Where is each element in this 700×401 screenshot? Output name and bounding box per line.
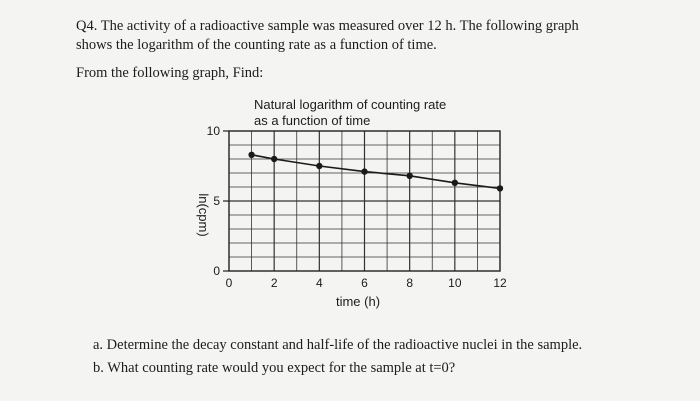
data-point xyxy=(497,185,503,191)
data-point xyxy=(452,180,458,186)
series-line xyxy=(252,155,500,189)
chart-subtitle: as a function of time xyxy=(254,113,371,128)
x-tick-label: 10 xyxy=(448,276,462,290)
data-point xyxy=(316,163,322,169)
x-tick-label: 2 xyxy=(270,276,278,290)
y-tick-label: 5 xyxy=(213,194,220,208)
x-axis-label: time (h) xyxy=(335,294,381,309)
y-tick-label: 10 xyxy=(206,124,220,138)
sub-question-b: b. What counting rate would you expect for the sample at t=0? xyxy=(93,360,456,376)
x-tick-label: 8 xyxy=(406,276,414,290)
y-tick-label: 0 xyxy=(213,264,220,278)
data-point xyxy=(361,168,367,174)
x-tick-label: 4 xyxy=(315,276,323,290)
x-tick-label: 0 xyxy=(225,276,233,290)
data-point xyxy=(248,152,254,158)
data-point xyxy=(406,173,412,179)
question-line-2: shows the logarithm of the counting rate as a function of time. xyxy=(76,37,437,53)
x-tick-label: 6 xyxy=(361,276,368,290)
y-axis-label: ln(cpm) xyxy=(196,193,211,237)
chart-title: Natural logarithm of counting rate xyxy=(254,97,447,112)
find-prompt: From the following graph, Find: xyxy=(76,65,264,81)
question-line-1: Q4. The activity of a radioactive sample was measured over 12 h. The following graph xyxy=(76,18,579,34)
x-tick-label: 12 xyxy=(493,276,507,290)
data-point xyxy=(271,156,277,162)
sub-question-a: a. Determine the decay constant and half-life of the radioactive nuclei in the sample. xyxy=(93,337,583,353)
